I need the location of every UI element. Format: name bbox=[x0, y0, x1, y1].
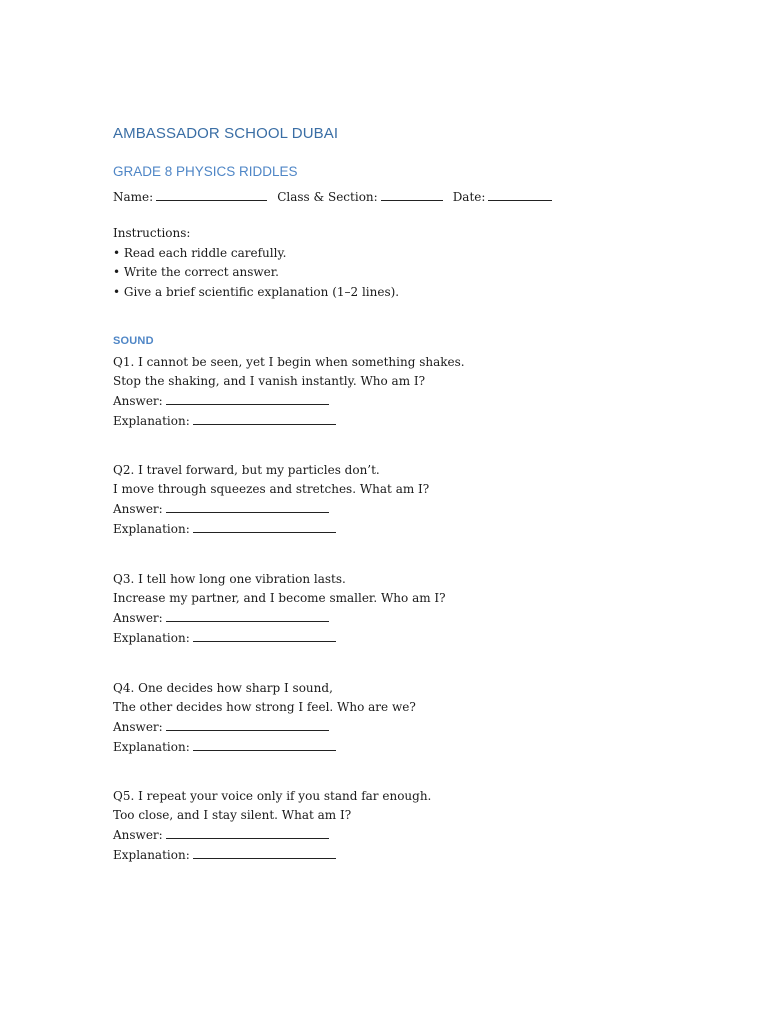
question-text: Too close, and I stay silent. What am I? bbox=[113, 808, 352, 822]
question-5 bbox=[113, 787, 431, 865]
name-field[interactable] bbox=[156, 187, 267, 201]
instruction-item: • Write the correct answer. bbox=[113, 265, 279, 279]
explanation-field[interactable] bbox=[193, 519, 336, 533]
answer-field[interactable] bbox=[166, 608, 329, 622]
explanation-row bbox=[113, 628, 446, 648]
question-text: The other decides how strong I feel. Who are we? bbox=[113, 700, 416, 714]
answer-field[interactable] bbox=[166, 391, 329, 405]
question-text: Q2. I travel forward, but my particles don’t. bbox=[113, 463, 380, 477]
name-label: Name: bbox=[113, 190, 154, 204]
answer-label: Answer: bbox=[113, 720, 163, 734]
class-section-label: Class & Section: bbox=[277, 190, 378, 204]
section-title-sound: SOUND bbox=[113, 335, 154, 347]
explanation-label: Explanation: bbox=[113, 414, 190, 428]
date-label: Date: bbox=[452, 190, 486, 204]
student-info-row bbox=[113, 187, 552, 204]
explanation-label: Explanation: bbox=[113, 631, 190, 645]
explanation-label: Explanation: bbox=[113, 740, 190, 754]
answer-row bbox=[113, 717, 416, 737]
question-text: Q1. I cannot be seen, yet I begin when something shakes. bbox=[113, 355, 465, 369]
explanation-label: Explanation: bbox=[113, 848, 190, 862]
instruction-item: • Give a brief scientific explanation (1–2 lines). bbox=[113, 284, 400, 299]
question-text: Stop the shaking, and I vanish instantly. Who am I? bbox=[113, 374, 426, 388]
answer-row bbox=[113, 825, 431, 845]
explanation-row bbox=[113, 411, 465, 431]
explanation-label: Explanation: bbox=[113, 522, 190, 536]
question-2 bbox=[113, 461, 429, 539]
instructions-heading: Instructions: bbox=[113, 226, 191, 240]
question-4 bbox=[113, 679, 416, 757]
question-3 bbox=[113, 570, 446, 648]
explanation-field[interactable] bbox=[193, 845, 336, 859]
question-text: Q4. One decides how sharp I sound, bbox=[113, 681, 333, 695]
class-section-field[interactable] bbox=[381, 187, 443, 201]
answer-row bbox=[113, 391, 465, 411]
question-text: Increase my partner, and I become smaller. Who am I? bbox=[113, 591, 446, 605]
answer-row bbox=[113, 608, 446, 628]
answer-field[interactable] bbox=[166, 499, 329, 513]
explanation-field[interactable] bbox=[193, 737, 336, 751]
explanation-field[interactable] bbox=[193, 411, 336, 425]
explanation-row bbox=[113, 737, 416, 757]
answer-label: Answer: bbox=[113, 394, 163, 408]
worksheet-title: GRADE 8 PHYSICS RIDDLES bbox=[113, 164, 298, 179]
answer-label: Answer: bbox=[113, 611, 163, 625]
answer-label: Answer: bbox=[113, 502, 163, 516]
question-text: Q5. I repeat your voice only if you stand far enough. bbox=[113, 789, 432, 803]
question-text: I move through squeezes and stretches. What am I? bbox=[113, 482, 430, 496]
date-field[interactable] bbox=[488, 187, 552, 201]
answer-row bbox=[113, 499, 429, 519]
explanation-row bbox=[113, 845, 431, 865]
explanation-field[interactable] bbox=[193, 628, 336, 642]
explanation-row bbox=[113, 519, 429, 539]
answer-field[interactable] bbox=[166, 825, 329, 839]
answer-label: Answer: bbox=[113, 828, 163, 842]
school-title: AMBASSADOR SCHOOL DUBAI bbox=[113, 125, 339, 142]
answer-field[interactable] bbox=[166, 717, 329, 731]
instructions bbox=[113, 224, 399, 302]
instruction-item: • Read each riddle carefully. bbox=[113, 245, 287, 260]
question-text: Q3. I tell how long one vibration lasts. bbox=[113, 572, 346, 586]
question-1 bbox=[113, 353, 465, 431]
